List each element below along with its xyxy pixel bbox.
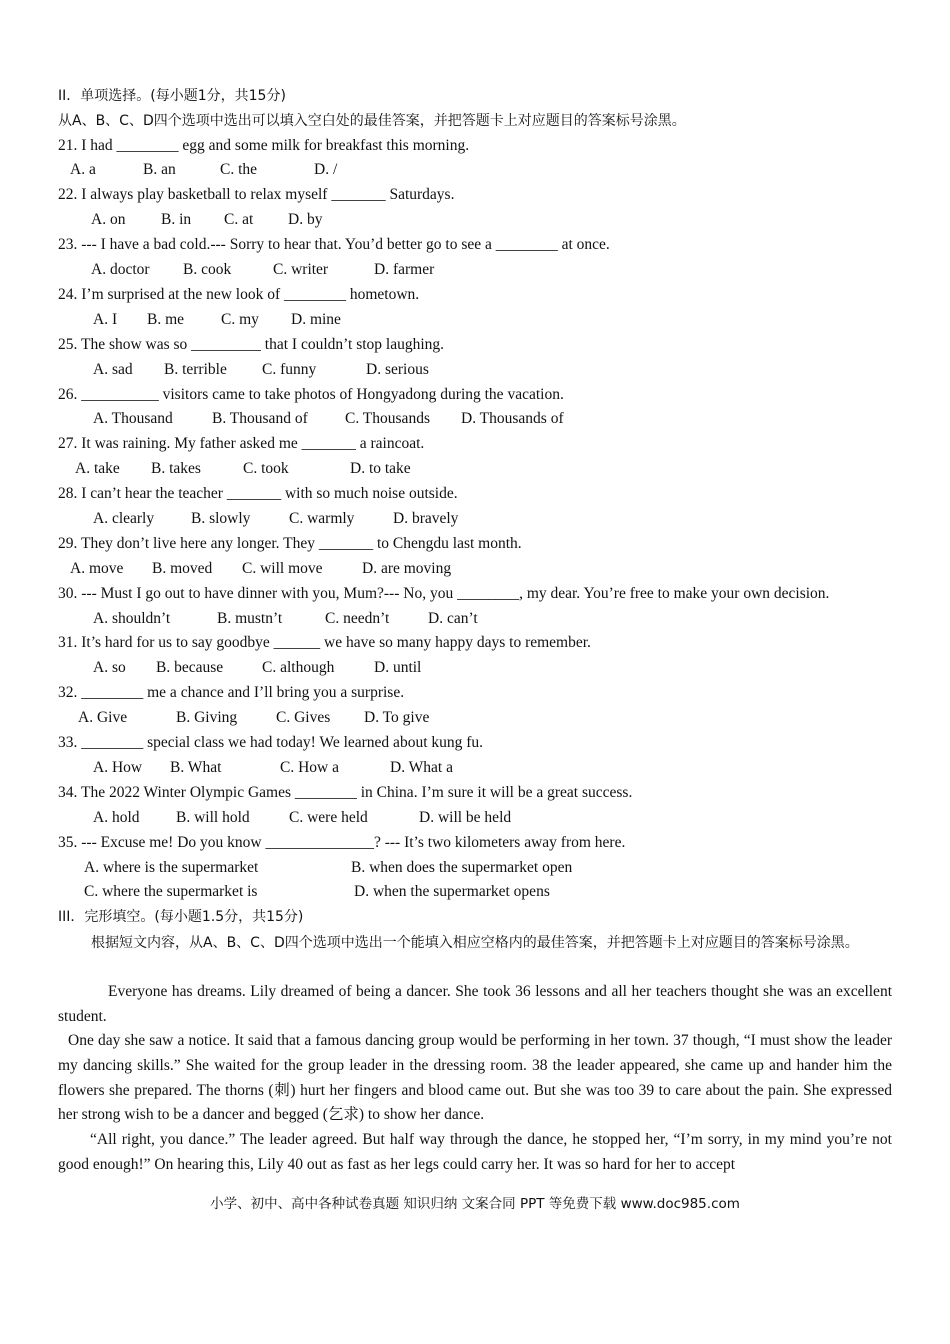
q35-option-a: A. where is the supermarket: [84, 859, 259, 876]
question-33-stem: 33. ________ special class we had today! We learned about kung fu.: [58, 734, 484, 751]
question-35-stem: 35. --- Excuse me! Do you know ______________? --- It’s two kilometers away from here.: [58, 834, 626, 851]
q33-option-a: A. How: [93, 759, 143, 776]
q21-option-a: A. a: [70, 161, 96, 178]
q22-option-d: D. by: [288, 211, 323, 228]
q27-option-d: D. to take: [350, 460, 411, 477]
q32-option-b: B. Giving: [176, 709, 238, 726]
q29-option-a: A. move: [70, 560, 124, 577]
q23-option-d: D. farmer: [374, 261, 435, 278]
question-27-stem: 27. It was raining. My father asked me _______ a raincoat.: [58, 435, 425, 452]
q34-option-b: B. will hold: [176, 809, 250, 826]
q24-option-c: C. my: [221, 311, 259, 328]
q28-option-d: D. bravely: [393, 510, 459, 527]
section-2-instruction: 从A、B、C、D四个选项中选出可以填入空白处的最佳答案，并把答题卡上对应题目的答案标号涂黑。: [58, 113, 686, 129]
q21-option-b: B. an: [143, 161, 176, 178]
q35-option-c: C. where the supermarket is: [84, 883, 258, 900]
q25-option-a: A. sad: [93, 361, 133, 378]
passage-paragraph-3: “All right, you dance.” The leader agreed. But half way through the dance, he stopped her, “I’m sorry, in my mind you’re not good enough!” On hearing this, Lily 40 out as fast as her legs could carry her. It was so hard for her to accept: [58, 1131, 892, 1173]
q25-option-c: C. funny: [262, 361, 317, 378]
q21-option-c: C. the: [220, 161, 258, 178]
q30-option-c: C. needn’t: [325, 610, 390, 627]
q30-option-b: B. mustn’t: [217, 610, 283, 627]
section-3-title: III．完形填空。(每小题1.5分，共15分): [58, 909, 304, 925]
q24-option-a: A. I: [93, 311, 118, 328]
section-2-title: II．单项选择。(每小题1分，共15分): [58, 88, 286, 104]
q30-option-d: D. can’t: [428, 610, 478, 627]
question-23-stem: 23. --- I have a bad cold.--- Sorry to hear that. You’d better go to see a ________ at once.: [58, 236, 610, 253]
q26-option-a: A. Thousand: [93, 410, 173, 427]
q25-option-b: B. terrible: [164, 361, 227, 378]
q31-option-a: A. so: [93, 659, 126, 676]
q26-option-d: D. Thousands of: [461, 410, 564, 427]
q34-option-d: D. will be held: [419, 809, 512, 826]
q25-option-d: D. serious: [366, 361, 429, 378]
page-footer: 小学、初中、高中各种试卷真题 知识归纳 文案合同 PPT 等免费下载 www.doc985.com: [210, 1196, 740, 1212]
q28-option-b: B. slowly: [191, 510, 251, 527]
q35-option-b: B. when does the supermarket open: [351, 859, 573, 876]
q26-option-c: C. Thousands: [345, 410, 430, 427]
question-22-stem: 22. I always play basketball to relax myself _______ Saturdays.: [58, 186, 455, 203]
q22-option-c: C. at: [224, 211, 254, 228]
q29-option-c: C. will move: [242, 560, 323, 577]
question-21-stem: 21. I had ________ egg and some milk for breakfast this morning.: [58, 137, 470, 154]
q24-option-d: D. mine: [291, 311, 341, 328]
q30-option-a: A. shouldn’t: [93, 610, 171, 627]
q32-option-c: C. Gives: [276, 709, 331, 726]
q24-option-b: B. me: [147, 311, 185, 328]
question-24-stem: 24. I’m surprised at the new look of ________ hometown.: [58, 286, 420, 303]
q27-option-c: C. took: [243, 460, 289, 477]
q32-option-d: D. To give: [364, 709, 430, 726]
q31-option-c: C. although: [262, 659, 335, 676]
question-29-stem: 29. They don’t live here any longer. They _______ to Chengdu last month.: [58, 535, 522, 552]
question-31-stem: 31. It’s hard for us to say goodbye ______ we have so many happy days to remember.: [58, 634, 591, 651]
question-32-stem: 32. ________ me a chance and I’ll bring you a surprise.: [58, 684, 405, 701]
q23-option-b: B. cook: [183, 261, 232, 278]
q31-option-d: D. until: [374, 659, 422, 676]
q33-option-b: B. What: [170, 759, 222, 776]
q22-option-a: A. on: [91, 211, 126, 228]
q32-option-a: A. Give: [78, 709, 128, 726]
q33-option-d: D. What a: [390, 759, 453, 776]
q22-option-b: B. in: [161, 211, 192, 228]
q31-option-b: B. because: [156, 659, 224, 676]
q33-option-c: C. How a: [280, 759, 339, 776]
q29-option-b: B. moved: [152, 560, 213, 577]
question-26-stem: 26. __________ visitors came to take photos of Hongyadong during the vacation.: [58, 386, 564, 403]
q21-option-d: D. /: [314, 161, 338, 178]
q35-option-d: D. when the supermarket opens: [354, 883, 550, 900]
q23-option-a: A. doctor: [91, 261, 150, 278]
question-25-stem: 25. The show was so _________ that I couldn’t stop laughing.: [58, 336, 445, 353]
q26-option-b: B. Thousand of: [212, 410, 308, 427]
q23-option-c: C. writer: [273, 261, 329, 278]
q28-option-c: C. warmly: [289, 510, 355, 527]
question-30-stem: 30. --- Must I go out to have dinner with you, Mum?--- No, you ________, my dear. You’re free to make your own decision.: [58, 585, 830, 602]
q28-option-a: A. clearly: [93, 510, 155, 527]
passage-paragraph-1: Everyone has dreams. Lily dreamed of being a dancer. She took 36 lessons and all her teachers thought she was an excellent student.: [58, 983, 892, 1025]
section-3-instruction: 根据短文内容，从A、B、C、D四个选项中选出一个能填入相应空格内的最佳答案，并把答题卡上对应题目的答案标号涂黑。: [91, 935, 859, 951]
q27-option-a: A. take: [75, 460, 120, 477]
q29-option-d: D. are moving: [362, 560, 452, 577]
q27-option-b: B. takes: [151, 460, 201, 477]
q34-option-c: C. were held: [289, 809, 368, 826]
q34-option-a: A. hold: [93, 809, 140, 826]
question-34-stem: 34. The 2022 Winter Olympic Games ________ in China. I’m sure it will be a great success.: [58, 784, 633, 801]
question-28-stem: 28. I can’t hear the teacher _______ with so much noise outside.: [58, 485, 458, 502]
passage-paragraph-2: One day she saw a notice. It said that a famous dancing group would be performing in her town. 37 though, “I must show the leader my dancing skills.” She waited for the group leader in the dressing room. 38 the leader appeared, she came up and hander him the flowers she prepared. The thorns (刺) hurt her fingers and blood came out. But she was too 39 to care about the pain. She expressed her strong wish to be a dancer and begged (乞求) to show her dance.: [58, 1032, 892, 1124]
